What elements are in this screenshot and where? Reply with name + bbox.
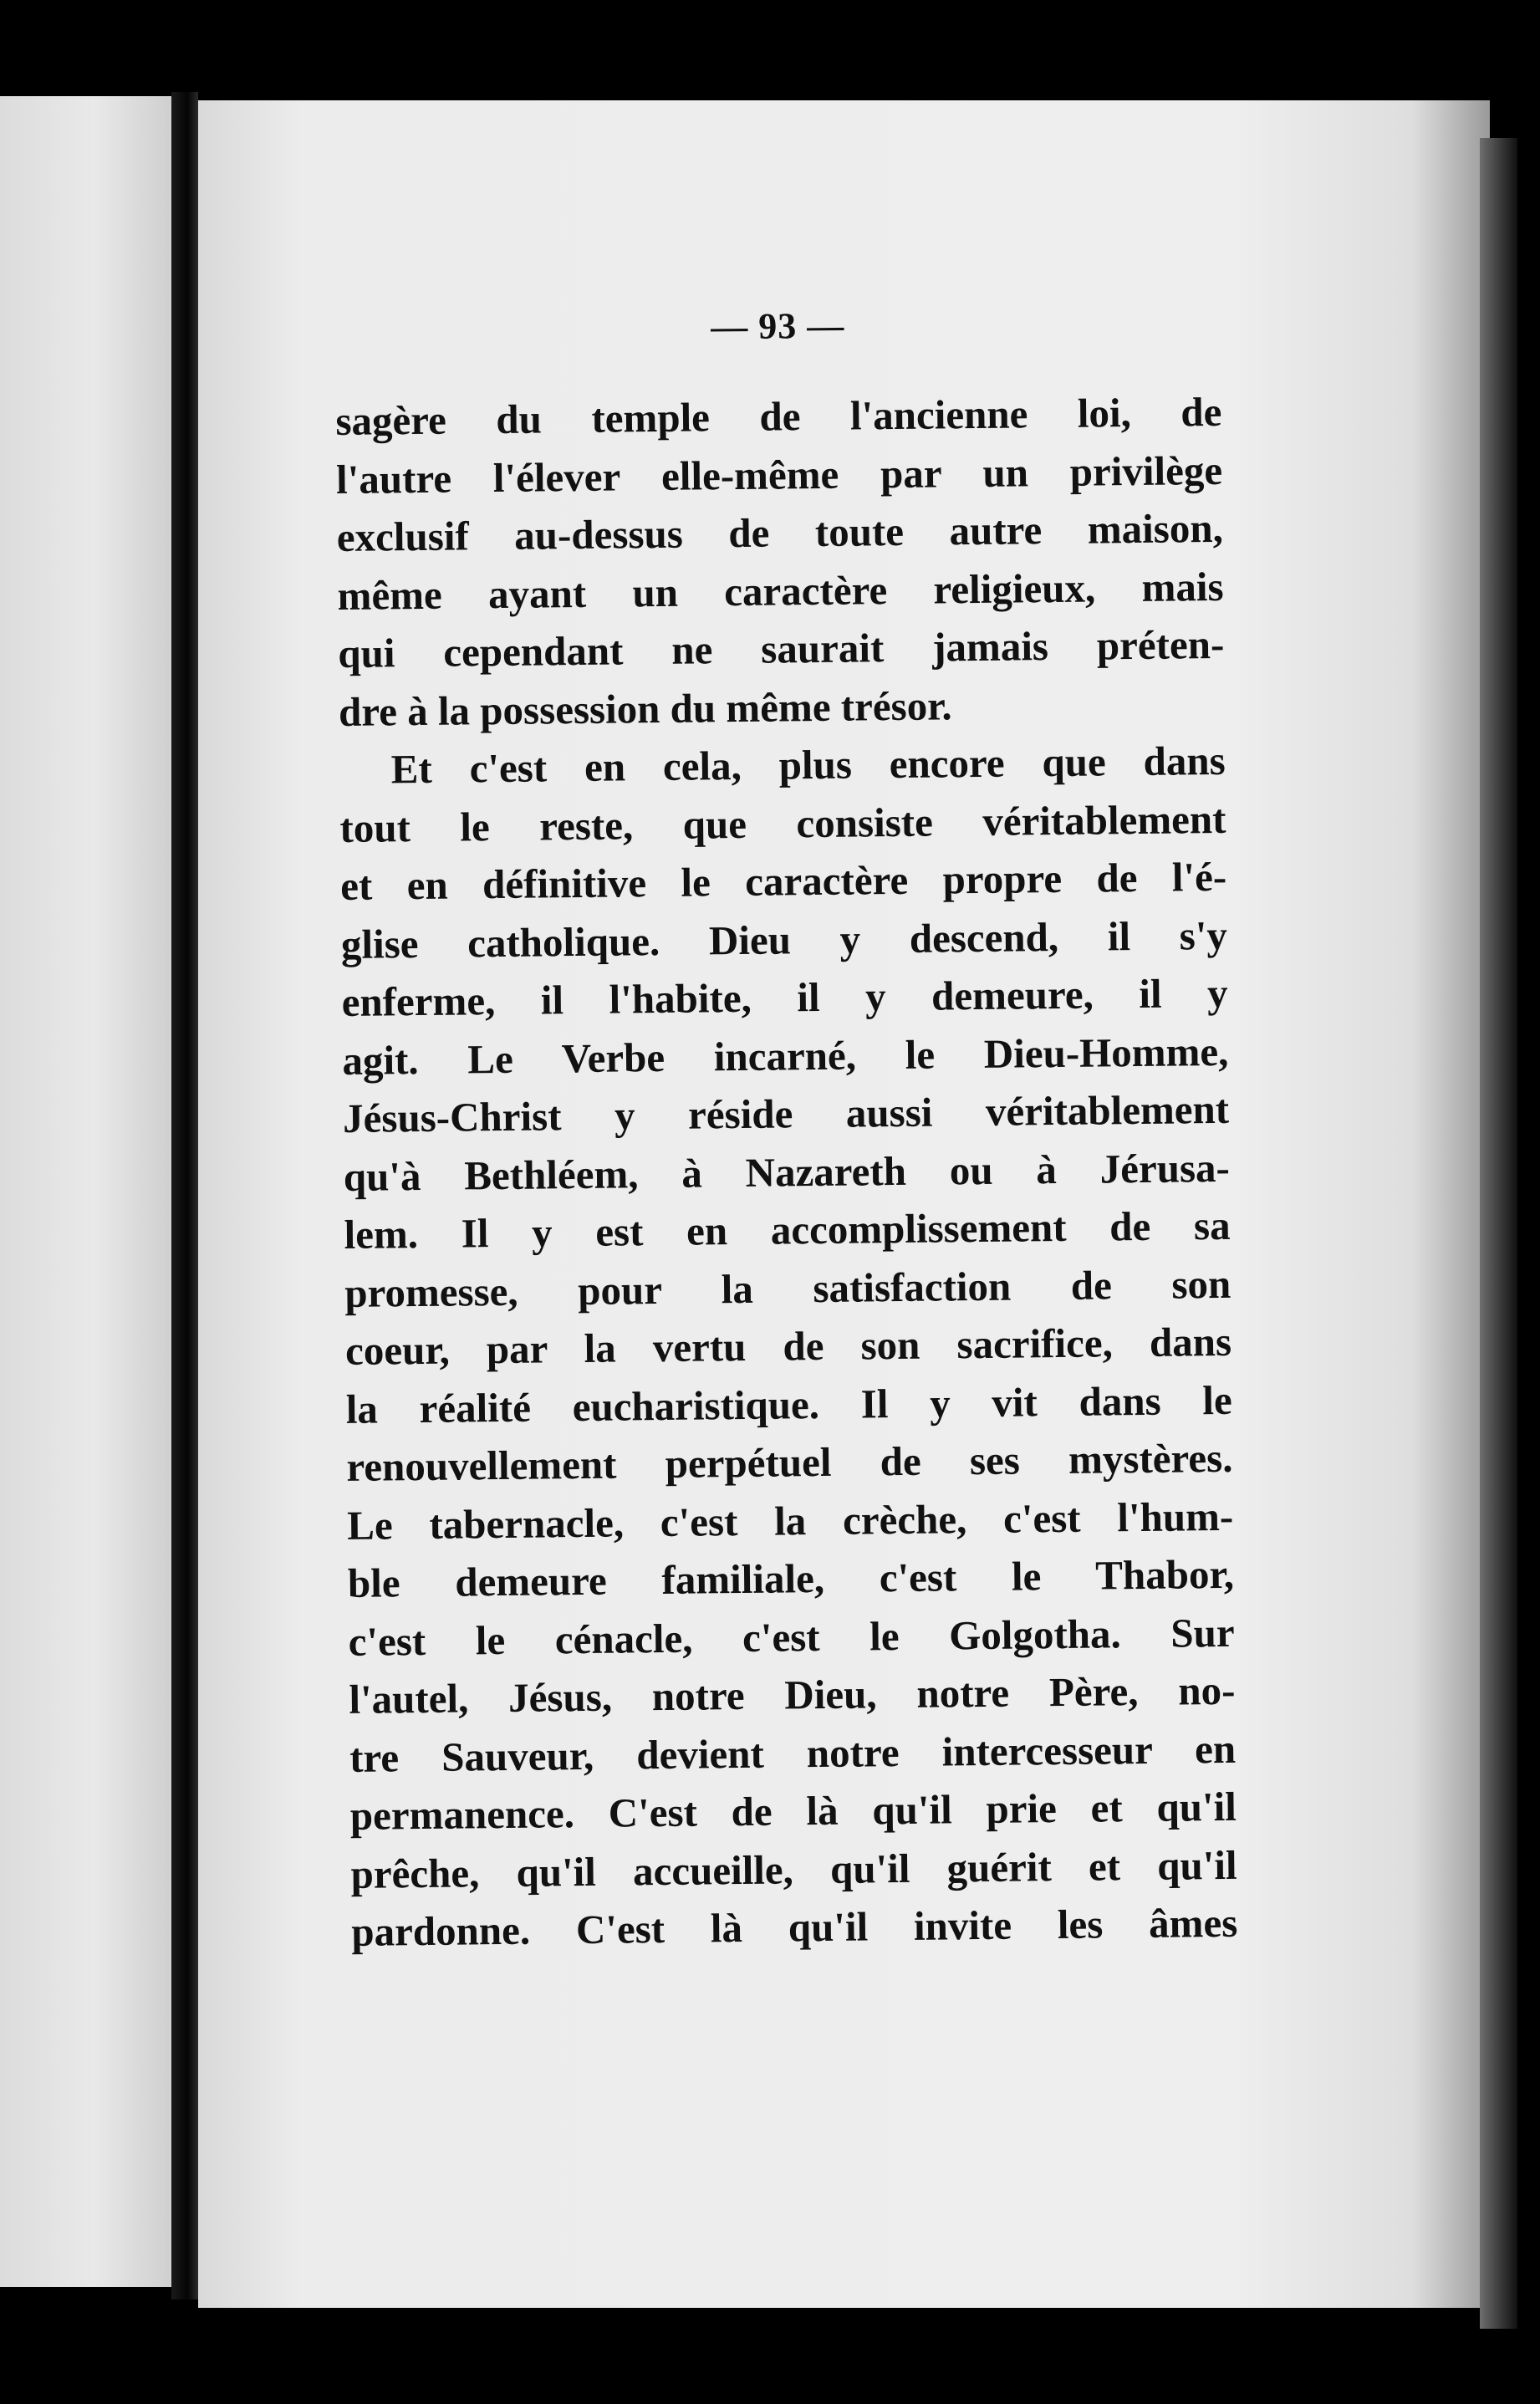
text-line: agit. Le Verbe incarné, le Dieu-Homme,: [342, 1028, 1229, 1084]
page-number: — 93 —: [710, 304, 845, 348]
text-line: Jésus-Christ y réside aussi véritablement: [342, 1085, 1230, 1141]
text-line: exclusif au-dessus de toute autre maison,: [336, 504, 1224, 560]
text-line: l'autel, Jésus, notre Dieu, notre Père, no-: [349, 1666, 1236, 1723]
text-line: l'autre l'élever elle-même par un privilège: [335, 447, 1223, 503]
text-line: permanence. C'est de là qu'il prie et qu'il: [349, 1783, 1237, 1839]
text-line: lem. Il y est en accomplissement de sa: [344, 1202, 1231, 1258]
text-line: renouvellement perpétuel de ses mystères.: [346, 1434, 1233, 1490]
text-line: dre à la possession du même trésor.: [338, 681, 952, 735]
text-line: enferme, il l'habite, il y demeure, il y: [341, 969, 1228, 1025]
text-line: promesse, pour la satisfaction de son: [344, 1260, 1231, 1316]
text-line: Le tabernacle, c'est la crèche, c'est l'hum-: [346, 1493, 1234, 1549]
text-line: ble demeure familiale, c'est le Thabor,: [347, 1550, 1235, 1606]
text-line: même ayant un caractère religieux, mais: [337, 563, 1224, 619]
left-page-edge: [0, 96, 171, 2287]
text-line: la réalité eucharistique. Il y vit dans le: [345, 1376, 1233, 1432]
page-edge-shadow: [1480, 138, 1517, 2329]
book-gutter: [171, 92, 198, 2299]
text-line: glise catholique. Dieu y descend, il s'y: [340, 911, 1228, 967]
text-line: et en définitive le caractère propre de l'é-: [339, 853, 1227, 909]
text-line: sagère du temple de l'ancienne loi, de: [335, 388, 1222, 444]
text-line: qu'à Bethléem, à Nazareth ou à Jérusa-: [343, 1144, 1231, 1200]
page-text-block: [334, 300, 1238, 1961]
text-line: coeur, par la vertu de son sacrifice, dans: [344, 1318, 1232, 1374]
text-line: c'est le cénacle, c'est le Golgotha. Sur: [348, 1609, 1235, 1665]
paragraph-first-line: Et c'est en cela, plus encore que dans: [390, 737, 1226, 793]
text-line: qui cependant ne saurait jamais préten-: [338, 620, 1225, 676]
text-line: pardonne. C'est là qu'il invite les âmes: [351, 1899, 1238, 1955]
text-line: prêche, qu'il accueille, qu'il guérit et qu'il: [350, 1841, 1237, 1897]
text-line: tout le reste, que consiste véritablement: [339, 795, 1226, 851]
text-line: tre Sauveur, devient notre intercesseur en: [349, 1725, 1237, 1781]
